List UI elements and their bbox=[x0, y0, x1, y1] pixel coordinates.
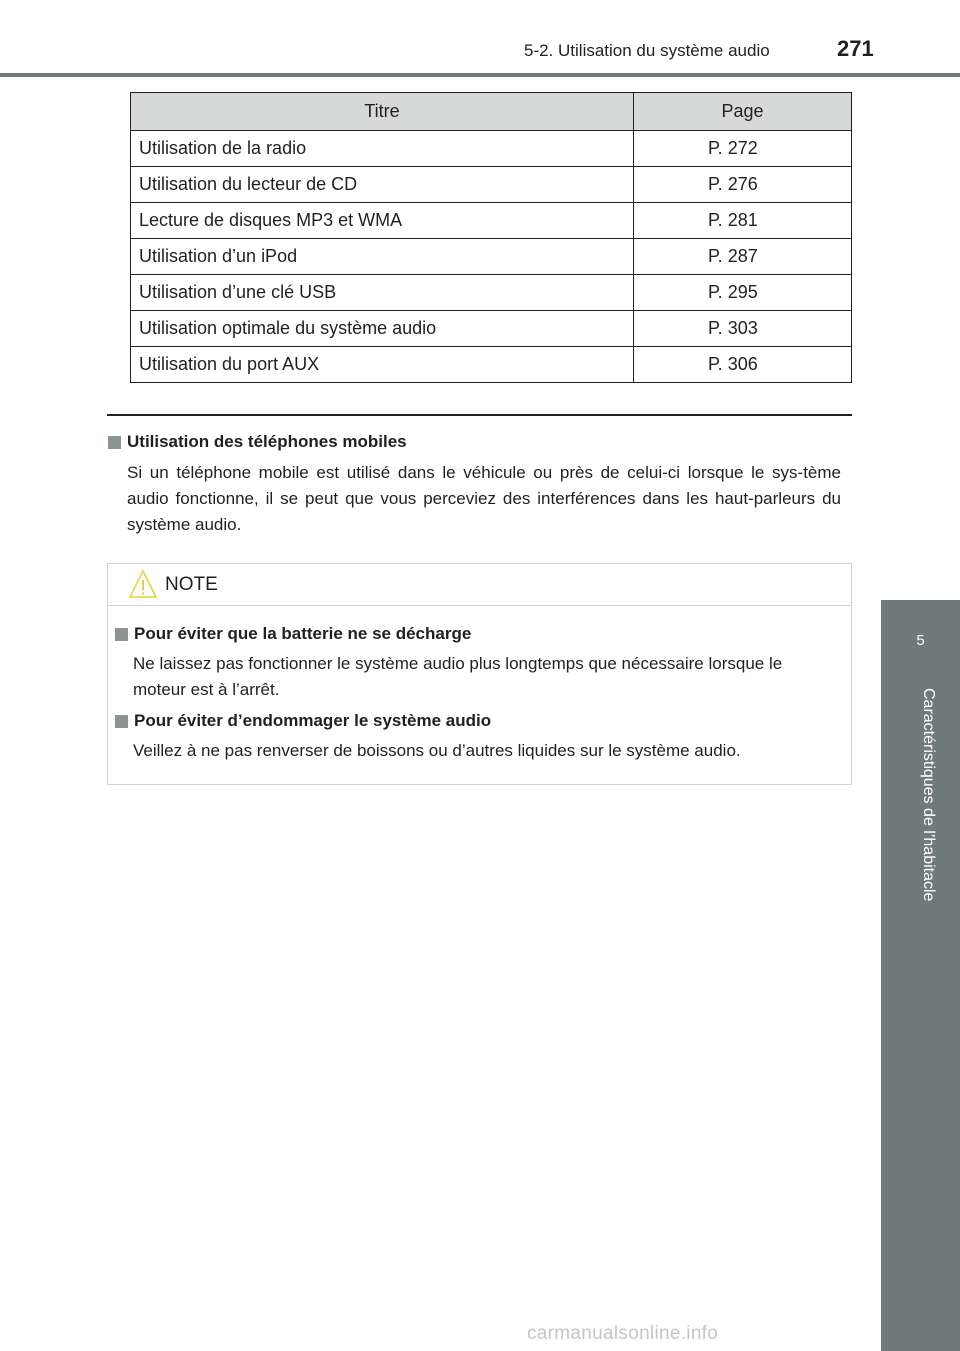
section-heading bbox=[108, 432, 407, 452]
table-row bbox=[131, 203, 852, 239]
square-bullet-icon bbox=[115, 715, 128, 728]
table-cell-page: P. 303 bbox=[634, 311, 852, 347]
table-row bbox=[131, 131, 852, 167]
section-body-text: Si un téléphone mobile est utilisé dans le véhicule ou près de celui-ci lorsque le sys-tème audio fonctionne, il se peut que vous perceviez des interférences dans les haut-parleurs du système audio. bbox=[127, 463, 841, 534]
note-header bbox=[108, 564, 851, 606]
table-cell-title: Utilisation optimale du système audio bbox=[131, 311, 634, 347]
table-row bbox=[131, 275, 852, 311]
note-item-heading-text: Pour éviter d’endommager le système audio bbox=[134, 711, 492, 730]
table-cell-title: Utilisation d’une clé USB bbox=[131, 275, 634, 311]
section-divider bbox=[107, 414, 852, 416]
table-row bbox=[131, 239, 852, 275]
table-cell-title: Utilisation de la radio bbox=[131, 131, 634, 167]
column-header-page: Page bbox=[634, 93, 852, 131]
note-label: NOTE bbox=[165, 574, 218, 595]
warning-triangle-icon bbox=[128, 569, 158, 599]
watermark: carmanualsonline.info bbox=[527, 1323, 719, 1344]
section-heading-text: Utilisation des téléphones mobiles bbox=[127, 432, 407, 451]
table-header-row bbox=[131, 93, 852, 131]
table-cell-page: P. 287 bbox=[634, 239, 852, 275]
note-item-text: Ne laissez pas fonctionner le système audio plus longtemps que nécessaire lorsque le moteur est à l’arrêt. bbox=[133, 654, 783, 699]
table-row bbox=[131, 311, 852, 347]
table-cell-title: Lecture de disques MP3 et WMA bbox=[131, 203, 634, 239]
table-cell-page: P. 306 bbox=[634, 347, 852, 383]
square-bullet-icon bbox=[115, 628, 128, 641]
page-number: 271 bbox=[837, 36, 874, 61]
chapter-tab-title: Caractéristiques de l’habitacle bbox=[920, 688, 937, 902]
table-cell-page: P. 276 bbox=[634, 167, 852, 203]
table-cell-page: P. 281 bbox=[634, 203, 852, 239]
table-cell-page: P. 272 bbox=[634, 131, 852, 167]
note-item-heading-text: Pour éviter que la batterie ne se décharge bbox=[134, 624, 472, 643]
contents-table bbox=[130, 92, 852, 383]
header-rule bbox=[0, 73, 960, 77]
note-item-heading bbox=[115, 711, 491, 731]
table-row bbox=[131, 347, 852, 383]
table-cell-title: Utilisation d’un iPod bbox=[131, 239, 634, 275]
table-cell-page: P. 295 bbox=[634, 275, 852, 311]
column-header-title: Titre bbox=[131, 93, 634, 131]
chapter-tab bbox=[881, 680, 960, 1351]
running-header-section: 5-2. Utilisation du système audio bbox=[524, 41, 770, 60]
table-cell-title: Utilisation du lecteur de CD bbox=[131, 167, 634, 203]
note-box bbox=[107, 563, 852, 785]
table-cell-title: Utilisation du port AUX bbox=[131, 347, 634, 383]
note-item-text: Veillez à ne pas renverser de boissons ou d’autres liquides sur le système audio. bbox=[133, 741, 741, 760]
table-row bbox=[131, 167, 852, 203]
chapter-tab-number: 5 bbox=[881, 600, 960, 680]
note-item-heading bbox=[115, 624, 471, 644]
square-bullet-icon bbox=[108, 436, 121, 449]
